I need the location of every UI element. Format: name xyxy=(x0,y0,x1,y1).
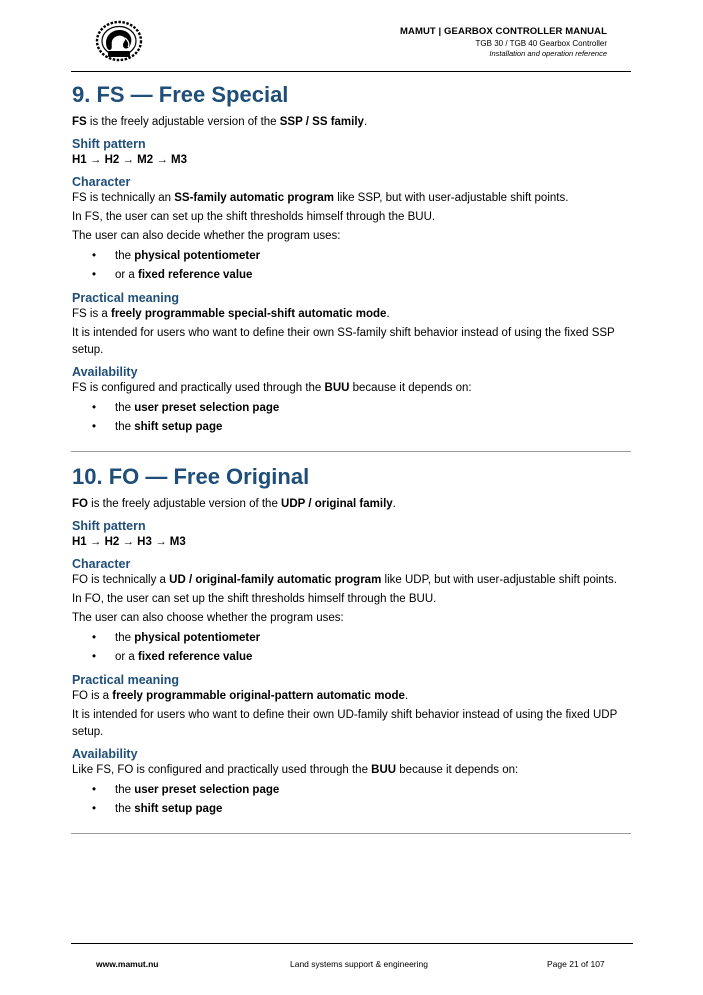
fs-availability-title: Availability xyxy=(72,365,138,379)
fs-shift-pattern-title: Shift pattern xyxy=(72,137,146,151)
mamut-logo-icon xyxy=(95,20,143,62)
fs-character-2: In FS, the user can set up the shift thresholds himself through the BUU. xyxy=(72,211,436,223)
footer-tagline: Land systems support & engineering xyxy=(290,959,428,969)
list-item: • or a fixed reference value xyxy=(72,266,632,285)
list-item: • the user preset selection page xyxy=(72,781,632,800)
fo-intro: FO is the freely adjustable version of the UDP / original family. xyxy=(72,498,396,510)
section-divider xyxy=(71,833,631,834)
fo-availability-title: Availability xyxy=(72,747,138,761)
header-subtitle-italic: Installation and operation reference xyxy=(489,49,607,58)
fo-availability: Like FS, FO is configured and practically used through the BUU because it depends on: xyxy=(72,764,519,776)
footer-page-number: Page 21 of 107 xyxy=(547,959,605,969)
list-item: • or a fixed reference value xyxy=(72,648,632,667)
footer-website-link[interactable]: www.mamut.nu xyxy=(96,959,159,969)
fo-options-list xyxy=(72,629,632,667)
fs-character-title: Character xyxy=(72,175,131,189)
fo-practical-2: It is intended for users who want to define their own UD-family shift behavior instead of using the fixed UDP setup. xyxy=(72,709,618,738)
fs-practical-1: FS is a freely programmable special-shift automatic mode. xyxy=(72,308,390,320)
footer-divider xyxy=(71,943,633,944)
fo-shift-pattern: H1 → H2 → H3 → M3 xyxy=(72,536,186,548)
page-content xyxy=(72,82,632,846)
fs-options-list xyxy=(72,247,632,285)
section-heading-fs: 9. FS — Free Special xyxy=(72,82,289,107)
list-item: • the shift setup page xyxy=(72,418,632,437)
header-title: MAMUT | GEARBOX CONTROLLER MANUAL xyxy=(399,26,607,37)
header-divider xyxy=(71,71,631,72)
fo-practical-1: FO is a freely programmable original-pattern automatic mode. xyxy=(72,690,409,702)
fo-character-title: Character xyxy=(72,557,131,571)
list-item: • the user preset selection page xyxy=(72,399,632,418)
page-header xyxy=(0,0,703,74)
section-divider xyxy=(71,451,631,452)
list-item: • the physical potentiometer xyxy=(72,629,632,648)
fs-practical-title: Practical meaning xyxy=(72,291,179,305)
fs-intro: FS is the freely adjustable version of the SSP / SS family. xyxy=(72,116,368,128)
fo-character-2: In FO, the user can set up the shift thresholds himself through the BUU. xyxy=(72,593,437,605)
fs-practical-2: It is intended for users who want to define their own SS-family shift behavior instead of using the fixed SSP setup. xyxy=(72,327,615,356)
fo-dependencies-list xyxy=(72,781,632,819)
fs-shift-pattern: H1 → H2 → M2 → M3 xyxy=(72,154,188,166)
fs-dependencies-list xyxy=(72,399,632,437)
list-item: • the shift setup page xyxy=(72,800,632,819)
list-item: • the physical potentiometer xyxy=(72,247,632,266)
header-subtitle: TGB 30 / TGB 40 Gearbox Controller xyxy=(475,39,607,48)
fo-practical-title: Practical meaning xyxy=(72,673,179,687)
fo-character-1: FO is technically a UD / original-family automatic program like UDP, but with user-adjustable shift points. xyxy=(72,574,617,586)
fs-character-3: The user can also decide whether the program uses: xyxy=(72,230,341,242)
fs-character-1: FS is technically an SS-family automatic program like SSP, but with user-adjustable shift points. xyxy=(72,192,569,204)
fs-availability: FS is configured and practically used through the BUU because it depends on: xyxy=(72,382,472,394)
fo-character-3: The user can also choose whether the program uses: xyxy=(72,612,344,624)
section-heading-fo: 10. FO — Free Original xyxy=(72,464,310,489)
fo-shift-pattern-title: Shift pattern xyxy=(72,519,146,533)
